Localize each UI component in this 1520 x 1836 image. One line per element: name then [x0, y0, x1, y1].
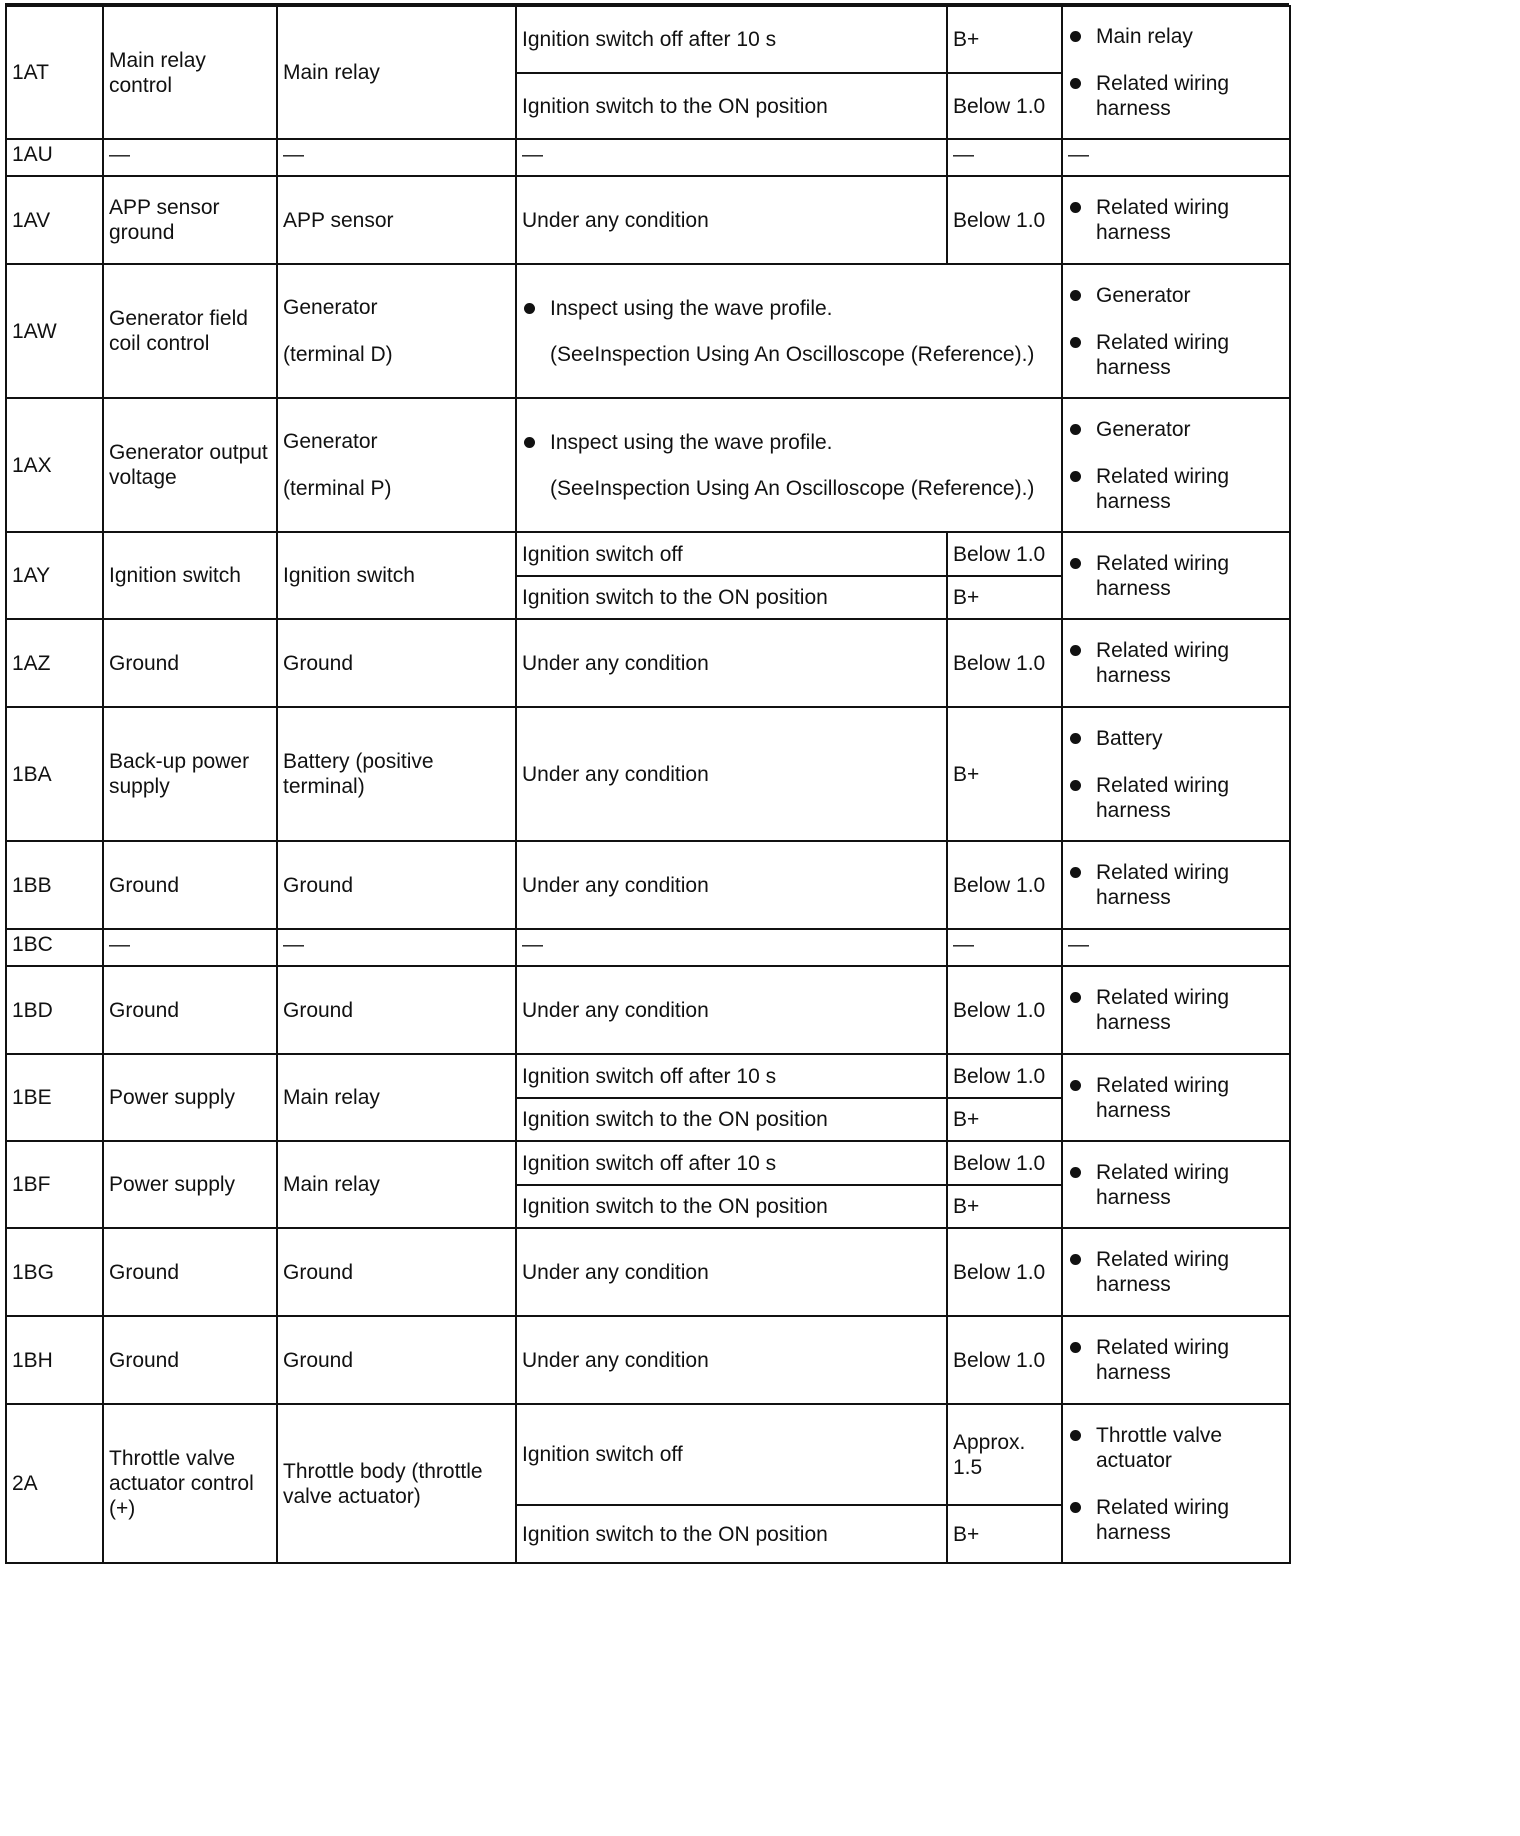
standard-value-cell: B+ [947, 1505, 1062, 1563]
test-condition-cell: Ignition switch off after 10 s [516, 1141, 947, 1185]
bullet-icon [1070, 1080, 1081, 1091]
inspection-item-list [1068, 417, 1284, 514]
inspection-item-cell [1062, 532, 1290, 619]
test-condition-cell: Under any condition [516, 1316, 947, 1404]
connected-to-cell: Main relay [277, 6, 516, 139]
connected-to-cell: — [277, 929, 516, 966]
inspection-item: Related wiring harness [1068, 1495, 1284, 1545]
inspection-item-list [1068, 195, 1284, 245]
inspection-item-list [1068, 283, 1284, 380]
inspection-item: Related wiring harness [1068, 1247, 1284, 1297]
terminal-cell: 1AU [6, 139, 103, 176]
standard-value-cell: Below 1.0 [947, 1141, 1062, 1185]
table-row [6, 707, 1290, 841]
terminal-inspection-table-container [5, 5, 1289, 1564]
wave-profile-list [522, 296, 1056, 321]
test-condition-cell: Ignition switch to the ON position [516, 1098, 947, 1141]
standard-value-cell: B+ [947, 6, 1062, 73]
signal-name-cell: Back-up power supply [103, 707, 277, 841]
bullet-icon [1070, 471, 1081, 482]
test-condition-cell: Under any condition [516, 707, 947, 841]
standard-value-cell: B+ [947, 576, 1062, 619]
signal-name-cell: Power supply [103, 1141, 277, 1228]
standard-value-cell: Below 1.0 [947, 841, 1062, 929]
table-row [6, 176, 1290, 264]
connected-to-cell: Main relay [277, 1054, 516, 1141]
signal-name-cell: Throttle valve actuator control (+) [103, 1404, 277, 1563]
wave-profile-instruction: Inspect using the wave profile. [522, 296, 1056, 321]
table-row [6, 841, 1290, 929]
connected-to-cell: Ground [277, 966, 516, 1054]
inspection-item: Generator [1068, 283, 1284, 308]
inspection-item: Battery [1068, 726, 1284, 751]
standard-value-cell: Below 1.0 [947, 1054, 1062, 1098]
connected-to-cell: Ground [277, 1228, 516, 1316]
connected-to-cell [277, 264, 516, 398]
inspection-item: Generator [1068, 417, 1284, 442]
standard-value-cell: Below 1.0 [947, 1316, 1062, 1404]
bullet-icon [1070, 867, 1081, 878]
signal-name-cell: APP sensor ground [103, 176, 277, 264]
wave-profile-instruction: Inspect using the wave profile. [522, 430, 1056, 455]
signal-name-cell: — [103, 139, 277, 176]
standard-value-cell: B+ [947, 1098, 1062, 1141]
table-row [6, 6, 1290, 73]
signal-name-cell: Ground [103, 1316, 277, 1404]
signal-name-cell: Main relay control [103, 6, 277, 139]
test-condition-cell: Ignition switch to the ON position [516, 73, 947, 139]
table-row [6, 1141, 1290, 1185]
terminal-cell: 1AZ [6, 619, 103, 707]
inspection-item: Related wiring harness [1068, 1073, 1284, 1123]
inspection-item-cell [1062, 707, 1290, 841]
terminal-cell: 1BF [6, 1141, 103, 1228]
connected-to-cell: Ignition switch [277, 532, 516, 619]
standard-value-cell: Below 1.0 [947, 73, 1062, 139]
table-row [6, 264, 1290, 398]
bullet-icon [1070, 1167, 1081, 1178]
bullet-icon [524, 303, 535, 314]
terminal-cell: 1BG [6, 1228, 103, 1316]
connected-to-line: (terminal D) [283, 343, 393, 366]
bullet-icon [1070, 78, 1081, 89]
table-row [6, 1316, 1290, 1404]
bullet-icon [524, 437, 535, 448]
signal-name-cell: Ignition switch [103, 532, 277, 619]
test-condition-cell: Under any condition [516, 176, 947, 264]
inspection-item-list [1068, 1423, 1284, 1545]
inspection-item: Related wiring harness [1068, 638, 1284, 688]
inspection-item-cell [1062, 1316, 1290, 1404]
connected-to-cell: Ground [277, 841, 516, 929]
connected-to-line: Generator [283, 296, 378, 319]
terminal-inspection-table [5, 5, 1291, 1564]
connected-to-line: (terminal P) [283, 477, 392, 500]
oscilloscope-reference-note: (SeeInspection Using An Oscilloscope (Reference).) [550, 342, 1035, 366]
inspection-item-list [1068, 860, 1284, 910]
terminal-cell: 1BE [6, 1054, 103, 1141]
inspection-item: Related wiring harness [1068, 195, 1284, 245]
inspection-item-list [1068, 551, 1284, 601]
inspection-item: Main relay [1068, 24, 1284, 49]
terminal-cell: 1AV [6, 176, 103, 264]
inspection-item-cell [1062, 176, 1290, 264]
table-row [6, 1228, 1290, 1316]
connected-to-cell: Main relay [277, 1141, 516, 1228]
inspection-item-cell [1062, 1404, 1290, 1563]
table-row [6, 619, 1290, 707]
terminal-cell: 2A [6, 1404, 103, 1563]
connected-to-cell: Ground [277, 619, 516, 707]
standard-value-cell: Below 1.0 [947, 619, 1062, 707]
inspection-item-list [1068, 726, 1284, 823]
inspection-item: Related wiring harness [1068, 860, 1284, 910]
inspection-item-cell [1062, 619, 1290, 707]
standard-value-cell: Below 1.0 [947, 966, 1062, 1054]
signal-name-cell: Generator field coil control [103, 264, 277, 398]
table-row [6, 1054, 1290, 1098]
bullet-icon [1070, 424, 1081, 435]
signal-name-cell: Ground [103, 619, 277, 707]
inspection-item: Related wiring harness [1068, 1335, 1284, 1385]
terminal-cell: 1AT [6, 6, 103, 139]
standard-value-cell: — [947, 139, 1062, 176]
standard-value-cell: — [947, 929, 1062, 966]
signal-name-cell: Ground [103, 841, 277, 929]
test-condition-cell: — [516, 139, 947, 176]
inspection-item-list [1068, 1247, 1284, 1297]
table-row [6, 1404, 1290, 1505]
signal-name-cell: — [103, 929, 277, 966]
bullet-icon [1070, 31, 1081, 42]
signal-name-cell: Ground [103, 1228, 277, 1316]
standard-value-cell: Below 1.0 [947, 176, 1062, 264]
table-row [6, 929, 1290, 966]
bullet-icon [1070, 202, 1081, 213]
inspection-item-list [1068, 638, 1284, 688]
table-row [6, 398, 1290, 532]
standard-value-cell: B+ [947, 1185, 1062, 1228]
standard-value-cell: Below 1.0 [947, 532, 1062, 576]
inspection-item-cell: — [1062, 139, 1290, 176]
test-condition-cell: Ignition switch off [516, 1404, 947, 1505]
inspection-item-cell [1062, 1228, 1290, 1316]
inspection-item-list [1068, 1160, 1284, 1210]
bullet-icon [1070, 780, 1081, 791]
test-condition-cell: Under any condition [516, 841, 947, 929]
inspection-item-list [1068, 1073, 1284, 1123]
bullet-icon [1070, 558, 1081, 569]
test-condition-cell: Ignition switch to the ON position [516, 1505, 947, 1563]
test-condition-cell: Under any condition [516, 1228, 947, 1316]
standard-value-cell: Below 1.0 [947, 1228, 1062, 1316]
bullet-icon [1070, 645, 1081, 656]
test-condition-cell: Under any condition [516, 966, 947, 1054]
inspection-item: Related wiring harness [1068, 71, 1284, 121]
terminal-cell: 1BD [6, 966, 103, 1054]
inspection-item-cell [1062, 966, 1290, 1054]
inspection-item: Related wiring harness [1068, 330, 1284, 380]
test-condition-cell: Ignition switch to the ON position [516, 576, 947, 619]
inspection-item-cell [1062, 841, 1290, 929]
bullet-icon [1070, 1430, 1081, 1441]
inspection-item-cell [1062, 1054, 1290, 1141]
test-condition-cell: Ignition switch to the ON position [516, 1185, 947, 1228]
connected-to-cell: APP sensor [277, 176, 516, 264]
inspection-item-list [1068, 985, 1284, 1035]
table-row [6, 139, 1290, 176]
bullet-icon [1070, 290, 1081, 301]
table-row [6, 966, 1290, 1054]
bullet-icon [1070, 733, 1081, 744]
table-body [6, 6, 1290, 1563]
connected-to-cell: Battery (positive terminal) [277, 707, 516, 841]
standard-value-cell: Approx. 1.5 [947, 1404, 1062, 1505]
terminal-cell: 1AX [6, 398, 103, 532]
bullet-icon [1070, 992, 1081, 1003]
connected-to-line: Generator [283, 430, 378, 453]
terminal-cell: 1AW [6, 264, 103, 398]
inspection-item-cell [1062, 264, 1290, 398]
signal-name-cell: Ground [103, 966, 277, 1054]
test-condition-cell: Under any condition [516, 619, 947, 707]
bullet-icon [1070, 337, 1081, 348]
wave-profile-cell [516, 264, 1062, 398]
inspection-item-list [1068, 24, 1284, 121]
inspection-item: Related wiring harness [1068, 985, 1284, 1035]
inspection-item-list [1068, 1335, 1284, 1385]
table-row [6, 532, 1290, 576]
terminal-cell: 1AY [6, 532, 103, 619]
wave-profile-list [522, 430, 1056, 455]
terminal-cell: 1BA [6, 707, 103, 841]
connected-to-cell: Throttle body (throttle valve actuator) [277, 1404, 516, 1563]
inspection-item: Related wiring harness [1068, 464, 1284, 514]
inspection-item: Related wiring harness [1068, 1160, 1284, 1210]
terminal-cell: 1BH [6, 1316, 103, 1404]
standard-value-cell: B+ [947, 707, 1062, 841]
inspection-item: Related wiring harness [1068, 551, 1284, 601]
bullet-icon [1070, 1342, 1081, 1353]
test-condition-cell: Ignition switch off after 10 s [516, 1054, 947, 1098]
oscilloscope-reference-note: (SeeInspection Using An Oscilloscope (Reference).) [550, 476, 1035, 500]
inspection-item-cell: — [1062, 929, 1290, 966]
test-condition-cell: Ignition switch off [516, 532, 947, 576]
bullet-icon [1070, 1254, 1081, 1265]
wave-profile-cell [516, 398, 1062, 532]
connected-to-cell: Ground [277, 1316, 516, 1404]
terminal-cell: 1BB [6, 841, 103, 929]
inspection-item: Related wiring harness [1068, 773, 1284, 823]
connected-to-cell: — [277, 139, 516, 176]
signal-name-cell: Generator output voltage [103, 398, 277, 532]
connected-to-cell [277, 398, 516, 532]
bullet-icon [1070, 1502, 1081, 1513]
signal-name-cell: Power supply [103, 1054, 277, 1141]
inspection-item-cell [1062, 6, 1290, 139]
test-condition-cell: — [516, 929, 947, 966]
test-condition-cell: Ignition switch off after 10 s [516, 6, 947, 73]
inspection-item-cell [1062, 1141, 1290, 1228]
inspection-item-cell [1062, 398, 1290, 532]
terminal-cell: 1BC [6, 929, 103, 966]
inspection-item: Throttle valve actuator [1068, 1423, 1284, 1473]
